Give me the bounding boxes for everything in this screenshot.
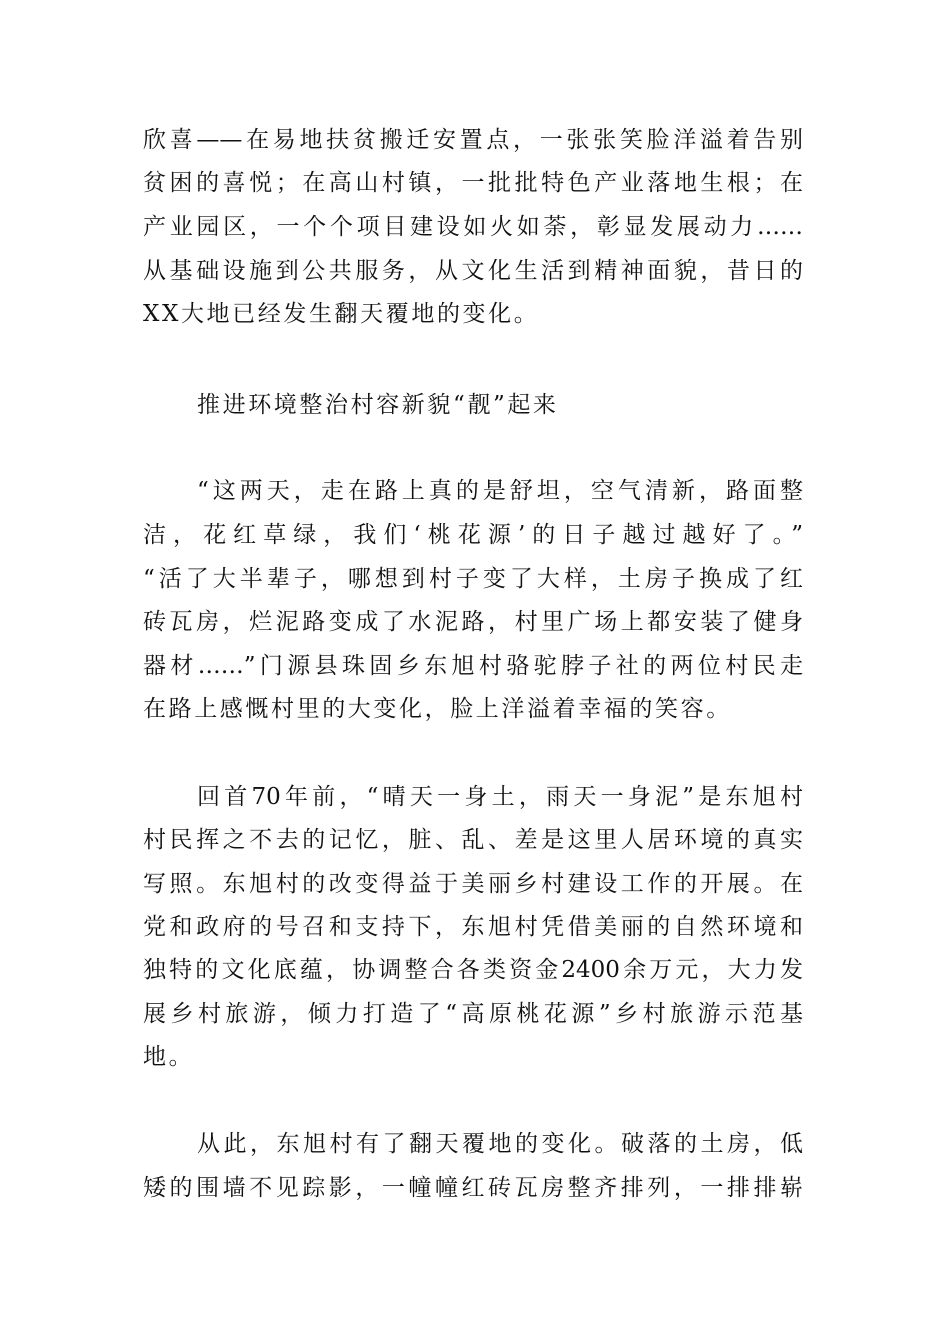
text-line: 独特的文化底蕴，协调整合各类资金2400余万元，大力发 xyxy=(143,957,803,983)
text-line: 从基础设施到公共服务，从文化生活到精神面貌，昔日的 xyxy=(143,258,803,284)
text-line: 写照。东旭村的改变得益于美丽乡村建设工作的开展。在 xyxy=(143,871,803,897)
text-line: “活了大半辈子，哪想到村子变了大样，土房子换成了红 xyxy=(143,566,803,592)
section-heading: 推进环境整治村容新貌“靓”起来 xyxy=(197,392,559,418)
text-line: 欣喜——在易地扶贫搬迁安置点，一张张笑脸洋溢着告别 xyxy=(143,127,803,153)
text-line: 洁，花红草绿，我们‘桃花源’的日子越过越好了。” xyxy=(143,522,803,548)
text-line: 从此，东旭村有了翻天覆地的变化。破落的土房，低 xyxy=(197,1131,803,1157)
text-line: 砖瓦房，烂泥路变成了水泥路，村里广场上都安装了健身 xyxy=(143,609,803,635)
text-line: 器材……”门源县珠固乡东旭村骆驼脖子社的两位村民走 xyxy=(143,653,803,679)
text-line: 贫困的喜悦；在高山村镇，一批批特色产业落地生根；在 xyxy=(143,170,803,196)
text-line: 村民挥之不去的记忆，脏、乱、差是这里人居环境的真实 xyxy=(143,827,803,853)
text-line: 矮的围墙不见踪影，一幢幢红砖瓦房整齐排列，一排排崭 xyxy=(143,1175,803,1201)
text-line: 地。 xyxy=(143,1044,195,1070)
text-line: 展乡村旅游，倾力打造了“高原桃花源”乡村旅游示范基 xyxy=(143,1001,803,1027)
text-line: XX大地已经发生翻天覆地的变化。 xyxy=(143,301,540,327)
text-line: 在路上感慨村里的大变化，脸上洋溢着幸福的笑容。 xyxy=(143,696,732,722)
text-line: 党和政府的号召和支持下，东旭村凭借美丽的自然环境和 xyxy=(143,914,803,940)
text-line: 产业园区，一个个项目建设如火如荼，彰显发展动力…… xyxy=(143,214,803,240)
text-line: “这两天，走在路上真的是舒坦，空气清新，路面整 xyxy=(197,478,803,504)
text-line: 回首70年前，“晴天一身土，雨天一身泥”是东旭村 xyxy=(197,784,803,810)
